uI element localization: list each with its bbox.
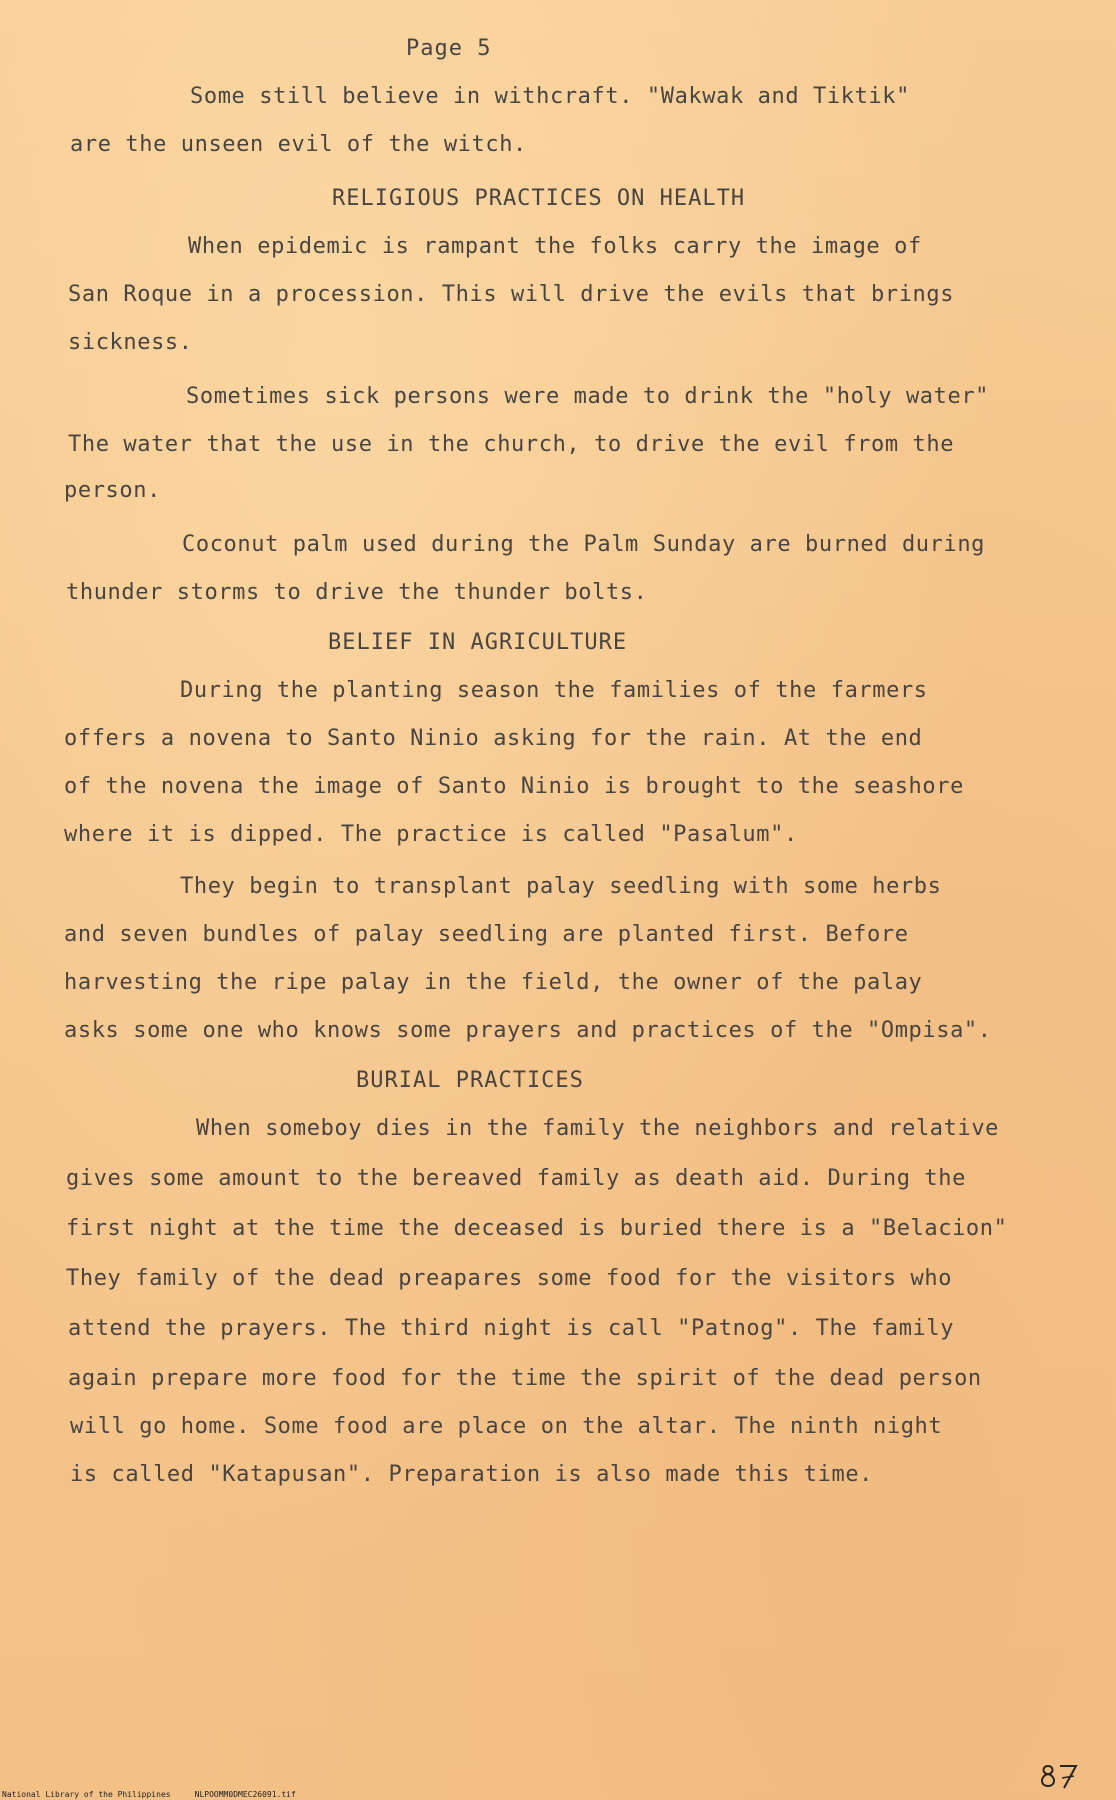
text-line-4: San Roque in a procession. This will drive the evils that brings: [68, 282, 955, 307]
text-line-5: sickness.: [68, 330, 193, 355]
text-line-9: Coconut palm used during the Palm Sunday are burned during: [182, 532, 986, 557]
text-line-25: will go home. Some food are place on the altar. The ninth night: [70, 1414, 943, 1439]
text-line-23: attend the prayers. The third night is call "Patnog". The family: [68, 1316, 955, 1341]
text-line-20: gives some amount to the bereaved family as death aid. During the: [66, 1166, 966, 1191]
text-line-26: is called "Katapusan". Preparation is also made this time.: [70, 1462, 874, 1487]
text-line-15: They begin to transplant palay seedling with some herbs: [180, 874, 942, 899]
text-line-24: again prepare more food for the time the spirit of the dead person: [68, 1366, 982, 1391]
text-line-7: The water that the use in the church, to drive the evil from the: [68, 432, 955, 457]
text-line-11: During the planting season the families of the farmers: [180, 678, 928, 703]
text-line-16: and seven bundles of palay seedling are planted first. Before: [64, 922, 909, 947]
text-line-12: offers a novena to Santo Ninio asking for the rain. At the end: [64, 726, 923, 751]
text-line-14: where it is dipped. The practice is called "Pasalum".: [64, 822, 798, 847]
heading-religious-practices: RELIGIOUS PRACTICES ON HEALTH: [332, 186, 746, 211]
text-line-19: When someboy dies in the family the neighbors and relative: [196, 1116, 1000, 1141]
text-line-10: thunder storms to drive the thunder bolts.: [66, 580, 648, 605]
text-line-17: harvesting the ripe palay in the field, the owner of the palay: [64, 970, 923, 995]
text-line-2: are the unseen evil of the witch.: [70, 132, 527, 157]
archive-footer: National Library of the Philippines NLPOOMM0DMEC26091.tif: [2, 1790, 296, 1799]
text-line-18: asks some one who knows some prayers and practices of the "Ompisa".: [64, 1018, 992, 1043]
heading-burial-practices: BURIAL PRACTICES: [356, 1068, 584, 1093]
handwritten-page-number: [1038, 1758, 1080, 1794]
text-line-1: Some still believe in withcraft. "Wakwak and Tiktik": [190, 84, 910, 109]
page-label: Page 5: [406, 36, 492, 61]
text-line-13: of the novena the image of Santo Ninio is brought to the seashore: [64, 774, 964, 799]
text-line-22: They family of the dead preapares some food for the visitors who: [66, 1266, 953, 1291]
heading-belief-agriculture: BELIEF IN AGRICULTURE: [328, 630, 628, 655]
text-line-3: When epidemic is rampant the folks carry the image of: [188, 234, 922, 259]
text-line-21: first night at the time the deceased is buried there is a "Belacion": [66, 1216, 1008, 1241]
text-line-6: Sometimes sick persons were made to drink the "holy water": [186, 384, 990, 409]
text-line-8: person.: [64, 478, 161, 503]
